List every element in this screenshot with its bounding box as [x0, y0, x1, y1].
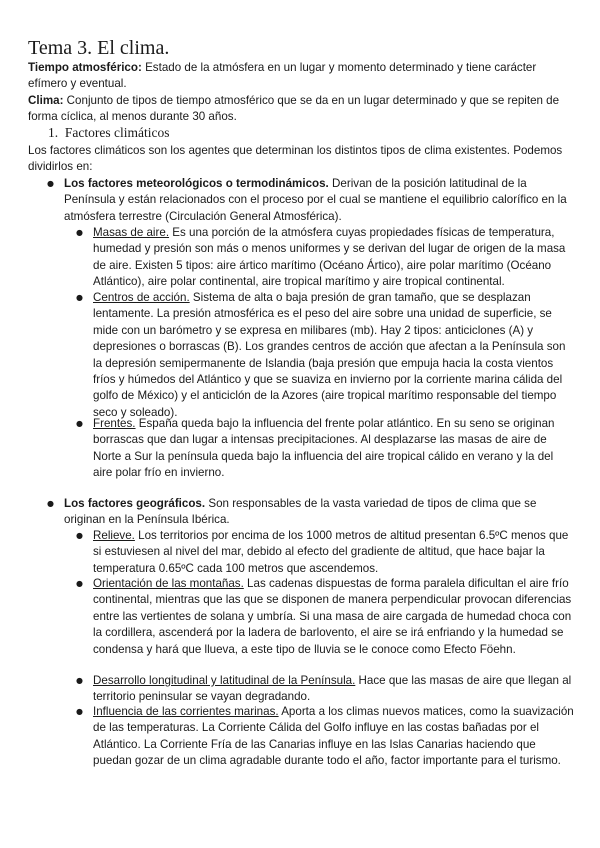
definition-tiempo — [28, 60, 574, 93]
factor-term: Los factores geográficos. — [64, 497, 206, 510]
item-term: Orientación de las montañas. — [93, 577, 244, 590]
section-heading — [48, 124, 169, 142]
item-text: Es una porción de la atmósfera cuyas propiedades físicas de temperatura, humedad y presión son más o menos uniformes y se derivan del lugar de origen de la masa de aire. Existen 5 tipos: aire ártico marítimo (Océano Ártico), aire polar marítimo (Océano Atlántico), aire polar continental, aire tropical marítimo y aire tropical continental. — [93, 226, 566, 289]
definition-clima — [28, 93, 574, 126]
list-item-corrientes-marinas — [93, 704, 575, 770]
section-number: 1. — [48, 125, 59, 140]
item-term: Centros de acción. — [93, 291, 190, 304]
bullet-icon: ● — [76, 228, 83, 237]
definition-text: Conjunto de tipos de tiempo atmosférico que se da en un lugar determinado y que se repiten de forma cíclica, al menos durante 30 años. — [28, 94, 560, 124]
item-text: España queda bajo la influencia del frente polar atlántico. En su seno se originan borrascas que dan lugar a intensas precipitaciones. Al desplazarse las masas de aire de Norte a Sur la península queda bajo la influencia del aire tropical cálido en verano y la del aire polar frío en invierno. — [93, 417, 555, 480]
bullet-icon: ● — [76, 419, 83, 428]
bullet-icon: ● — [76, 293, 83, 302]
list-item-relieve — [93, 528, 575, 577]
list-item-desarrollo — [93, 673, 575, 706]
bullet-icon: ● — [47, 179, 54, 188]
factor-term: Los factores meteorológicos o termodinámicos. — [64, 177, 329, 190]
item-term: Influencia de las corrientes marinas. — [93, 705, 279, 718]
bullet-icon: ● — [76, 531, 83, 540]
item-text: Las cadenas dispuestas de forma paralela dificultan el aire frío continental, mientras que las que se disponen de manera perpendicular provocan diferencias entre las vertientes de solana y umbría. Si una masa de aire cargada de humedad choca con la cordillera, ascenderá por la ladera de barlovento, el aire se irá enfriando y la humedad se condensa y hará que llueva, a este tipo de lluvia se le conoce como Efecto Föehn. — [93, 577, 572, 656]
section-title: Factores climáticos — [64, 125, 170, 140]
item-term: Masas de aire. — [93, 226, 170, 239]
item-text: Los territorios por encima de los 1000 metros de altitud presentan 6.5ºC menos que si estuviesen al nivel del mar, debido al efecto del gradiente de altitud, que hace bajar la temperatura 0.65ºC cada 100 metros que ascendemos. — [93, 529, 569, 575]
item-text: Hace que las masas de aire que llegan al territorio peninsular se vayan degradando. — [93, 674, 572, 704]
item-text: Sistema de alta o baja presión de gran tamaño, que se desplazan lentamente. La presión atmosférica es el peso del aire sobre una unidad de superficie, se mide con un barómetro y se expresa en milibares (mb). Hay 2 tipos: anticiclones (A) y depresiones o borrascas (B). Los grandes centros de acción que afectan a la Península son la depresión semipermanente de Islandia (baja presión que empuja hacia la costa vientos fríos y húmedos del Atlántico y que se suaviza en invierno por la corriente marina cálida del golfo de México) y el anticiclón de la Azores (aire tropical marítimo responsable del tiempo seco y soleado). — [93, 291, 566, 419]
page-title: Tema 3. El clima. — [28, 37, 170, 59]
factor-text: Derivan de la posición latitudinal de la Península y están relacionados con el proceso por el cual se mantiene el equilibrio calorífico en la atmósfera terrestre (Circulación General Atmosférica). — [64, 177, 567, 223]
item-term: Relieve. — [93, 529, 135, 542]
item-term: Frentes. — [93, 417, 136, 430]
list-item-orientacion — [93, 576, 575, 658]
factor-meteorologicos — [64, 176, 572, 225]
bullet-icon: ● — [76, 707, 83, 716]
bullet-icon: ● — [47, 499, 54, 508]
item-text: Aporta a los climas nuevos matices, como la suavización de las temperaturas. La Corriente Cálida del Golfo influye en las costas bañadas por el Atlántico. La Corriente Fría de las Canarias influye en las Islas Canarias haciendo que puedan gozar de un clima agradable durante todo el año, factor importante para el turismo. — [93, 705, 574, 768]
list-item-centros-de-accion — [93, 290, 575, 421]
definition-term: Clima: — [28, 94, 64, 107]
bullet-icon: ● — [76, 676, 83, 685]
bullet-icon: ● — [76, 579, 83, 588]
factor-text: Son responsables de la vasta variedad de tipos de clima que se originan en la Península Ibérica. — [64, 497, 537, 527]
definition-term: Tiempo atmosférico: — [28, 61, 142, 74]
item-term: Desarrollo longitudinal y latitudinal de la Península. — [93, 674, 356, 687]
list-item-frentes — [93, 416, 575, 482]
list-item-masas-de-aire — [93, 225, 575, 291]
factor-geograficos — [64, 496, 572, 529]
section-intro: Los factores climáticos son los agentes que determinan los distintos tipos de clima existentes. Podemos dividirlos en: — [28, 144, 563, 174]
definition-text: Estado de la atmósfera en un lugar y momento determinado y tiene carácter efímero y eventual. — [28, 61, 537, 91]
